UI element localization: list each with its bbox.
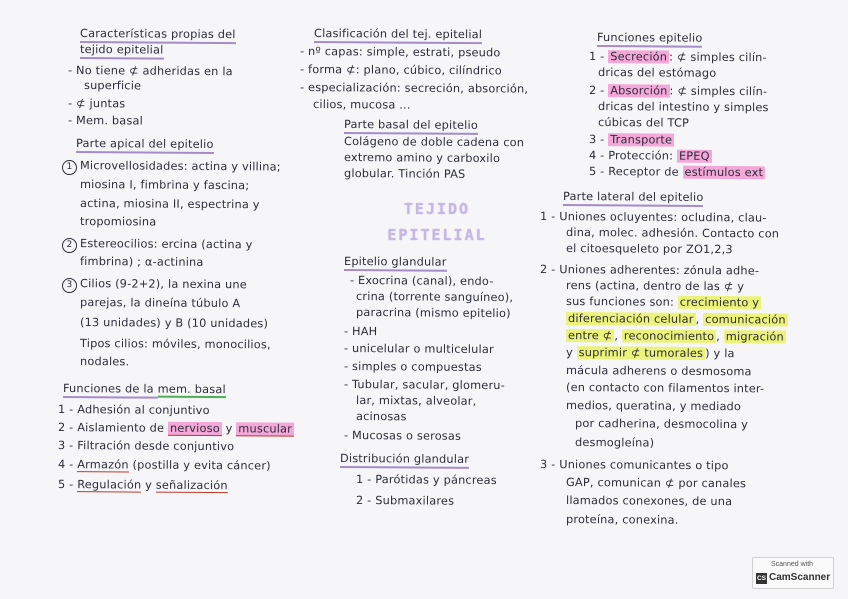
heading-basal: Parte basal del epitelio (344, 118, 478, 133)
apical-item-1: 1 Microvellosidades: actina y villina; (62, 159, 281, 177)
basal-function-4: 4 - Armazón (postilla y evita cáncer) (57, 458, 271, 473)
watermark-brand: CamScanner (769, 572, 831, 583)
lateral-item-3-cont: GAP, comunican ⊄ por canales (565, 476, 747, 491)
classification-item: - nº capas: simple, estrati, pseudo (299, 45, 501, 60)
camscanner-watermark (752, 557, 834, 589)
apical-item-3: 3 Cilios (9-2+2), la nexina une (62, 277, 247, 294)
apical-item-1-cont: tropomiosina (79, 215, 157, 229)
glandular-item: lar, mixtas, alveolar, (355, 394, 477, 408)
number-circle-2: 2 (62, 238, 77, 253)
function-item-2-cont: dricas del intestino y simples (597, 100, 769, 115)
basal-function-1: 1 - Adhesión al conjuntivo (57, 403, 210, 418)
apical-item-3-cont: nodales. (79, 355, 130, 369)
basal-function-2: 2 - Aislamiento de nervioso y muscular (57, 421, 293, 436)
lateral-item-2-cont: medios, queratina, y mediado (565, 399, 742, 414)
heading-characteristics: Características propias del (80, 27, 236, 42)
function-item-2-cont: cúbicas del TCP (597, 116, 690, 130)
watermark-caption: Scanned with (771, 561, 814, 568)
basal-function-5: 5 - Regulación y señalización (57, 478, 228, 493)
apical-item-1-cont: miosina I, fimbrina y fascina; (79, 178, 250, 193)
glandular-item: - Exocrina (canal), endo- (349, 274, 494, 289)
apical-item-3-cont: parejas, la dineína túbulo A (79, 296, 241, 311)
heading-characteristics-2: tejido epitelial (80, 43, 164, 58)
basal-text: extremo amino y carboxilo (343, 151, 501, 166)
lateral-item-3-cont: proteína, conexina. (565, 513, 679, 527)
characteristic-item: - ⊄ juntas (67, 97, 126, 111)
apical-item-1-cont: actina, miosina II, espectrina y (79, 197, 260, 212)
classification-item: - especialización: secreción, absorción, (299, 81, 529, 96)
apical-item-2-cont: fimbrina) ; α-actinina (79, 255, 204, 269)
heading-distribution: Distribución glandular (340, 452, 469, 467)
basal-function-3: 3 - Filtración desde conjuntivo (57, 439, 235, 454)
basal-text: globular. Tinción PAS (343, 167, 466, 181)
lateral-item-2-cont: y suprimir ⊄ tumorales ) y la (565, 346, 735, 361)
distribution-item: 1 - Parótidas y páncreas (355, 473, 497, 487)
heading-glandular: Epitelio glandular (344, 255, 447, 270)
function-item-1-cont: dricas del estómago (597, 66, 717, 80)
characteristic-item: - Mem. basal (67, 114, 144, 128)
heading-lateral: Parte lateral del epitelio (563, 190, 704, 205)
lateral-item-2-cont: diferenciación celular , comunicación (567, 312, 786, 327)
characteristic-item: - No tiene ⊄ adheridas en la (67, 64, 233, 79)
characteristic-item: superficie (83, 79, 142, 93)
glandular-item: paracrina (mismo epitelio) (355, 306, 511, 321)
lateral-item-1-cont: el citoesqueleto por ZO1,2,3 (565, 242, 733, 257)
camscanner-logo-icon: CS (756, 575, 767, 582)
glandular-item: - unicelular o multicelular (343, 342, 494, 357)
distribution-item: 2 - Submaxilares (355, 494, 455, 508)
heading-basal-functions: Funciones de la mem. basal (63, 382, 226, 397)
function-item-3: 3 - Transporte (588, 133, 673, 147)
heading-classification: Clasificación del tej. epitelial (314, 27, 482, 42)
function-item-2: 2 - Absorción : ⊄ simples cilín- (588, 84, 768, 99)
function-item-4: 4 - Protección: EPEQ (588, 149, 710, 163)
apical-item-3-cont: Tipos cilios: móviles, monocilios, (79, 337, 271, 352)
lateral-item-2-cont: (en contacto con filamentos inter- (565, 381, 765, 396)
lateral-item-2-cont: sus funciones son: crecimiento y (565, 295, 760, 310)
lateral-item-2-cont: por cadherina, desmocolina y (574, 417, 749, 432)
lateral-item-2-cont: desmogleína) (574, 436, 655, 450)
number-circle-3: 3 (62, 278, 77, 293)
lateral-item-1: 1 - Uniones ocluyentes: ocludina, clau- (539, 210, 767, 225)
function-item-5: 5 - Receptor de estímulos ext (588, 165, 764, 180)
glandular-item: crina (torrente sanguíneo), (355, 290, 514, 305)
lateral-item-1-cont: dina, molec. adhesión. Contacto con (565, 226, 780, 241)
lateral-item-2-cont: mácula adherens o desmosoma (565, 364, 752, 379)
lateral-item-2: 2 - Uniones adherentes: zónula adhe- (539, 263, 760, 278)
main-title-line-2: EPITELIAL (387, 226, 487, 244)
apical-item-3-cont: (13 unidades) y B (10 unidades) (79, 316, 269, 331)
lateral-item-2-cont: entre ⊄ , reconocimiento , migración (567, 329, 784, 344)
glandular-item: - Mucosas o serosas (343, 429, 462, 443)
heading-apical: Parte apical del epitelio (76, 137, 214, 152)
basal-text: Colágeno de doble cadena con (343, 135, 525, 150)
classification-item: cilios, mucosa ... (312, 98, 411, 112)
glandular-item: - HAH (343, 325, 378, 339)
glandular-item: - simples o compuestas (343, 360, 482, 374)
apical-item-2: 2 Estereocilios: ercina (actina y (62, 237, 253, 254)
classification-item: - forma ⊄: plano, cúbico, cilíndrico (299, 63, 502, 78)
main-title (382, 196, 492, 248)
lateral-item-3: 3 - Uniones comunicantes o tipo (539, 458, 729, 473)
heading-functions: Funciones epitelio (597, 31, 703, 46)
lateral-item-2-cont: rens (actina, dentro de las ⊄ y (565, 279, 745, 294)
function-item-1: 1 - Secreción : ⊄ simples cilín- (588, 50, 767, 65)
main-title-line-1: TEJIDO (403, 200, 471, 218)
number-circle-1: 1 (62, 160, 77, 175)
glandular-item: - Tubular, sacular, glomeru- (343, 378, 506, 393)
glandular-item: acinosas (355, 410, 407, 424)
lateral-item-3-cont: llamados conexones, de una (565, 494, 733, 509)
